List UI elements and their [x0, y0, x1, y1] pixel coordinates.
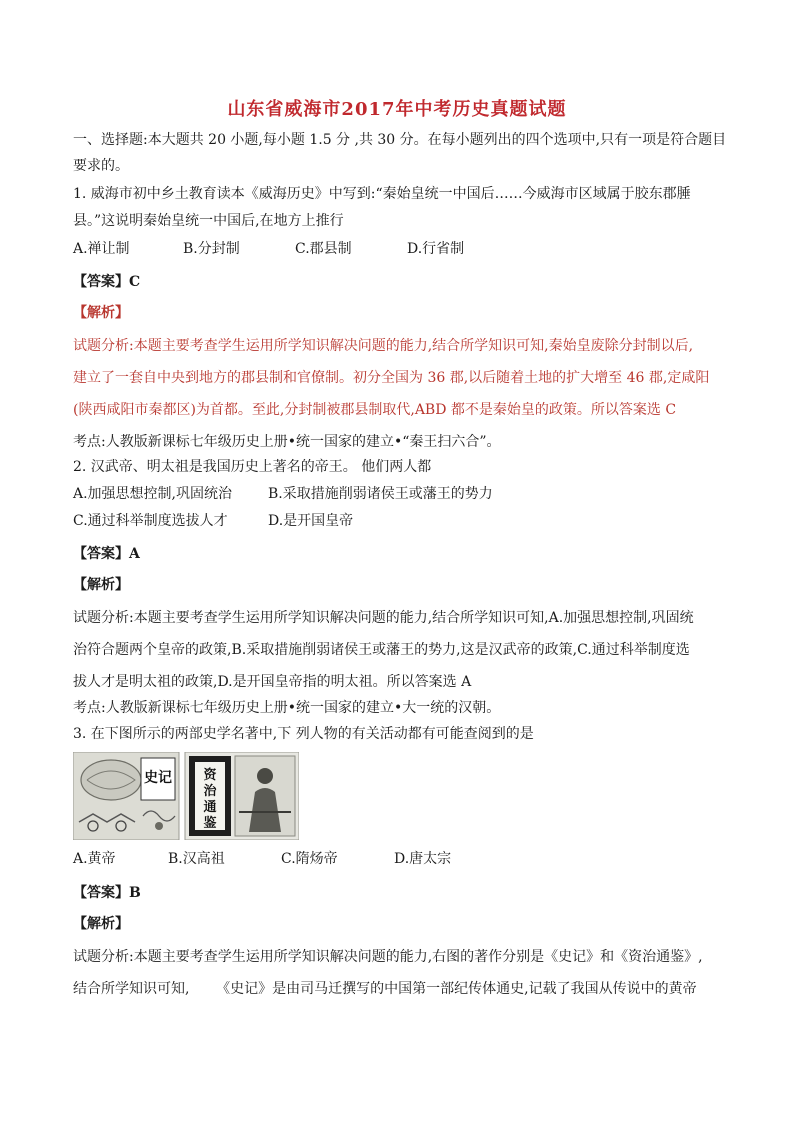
q2-analysis-label: 【解析】 [73, 577, 129, 593]
q2-analysis-line2: 治符合题两个皇帝的政策,B.采取措施削弱诸侯王或藩王的势力,这是汉武帝的政策,C.通过科举制度选 [73, 642, 690, 658]
q3-option-c: C.隋炀帝 [281, 851, 338, 867]
q2-analysis-line1: 试题分析:本题主要考查学生运用所学知识解决问题的能力,结合所学知识可知,A.加强思想控制,巩固统 [73, 610, 694, 626]
history-books-image [73, 752, 299, 840]
q1-analysis-line1: 试题分析:本题主要考查学生运用所学知识解决问题的能力,结合所学知识可知,秦始皇废除分封制以后, [73, 338, 694, 354]
section-header-line2: 要求的。 [73, 158, 129, 174]
q3-figure-books [73, 752, 299, 840]
q2-option-a: A.加强思想控制,巩固统治 [73, 486, 233, 502]
q2-option-b: B.采取措施削弱诸侯王或藩王的势力 [268, 486, 493, 502]
zizhi-char-1: 资 [203, 768, 217, 783]
q2-analysis-line3: 拔人才是明太祖的政策,D.是开国皇帝指的明太祖。所以答案选 A [73, 674, 472, 690]
q3-analysis-label: 【解析】 [73, 916, 129, 932]
q3-stem: 3. 在下图所示的两部史学名著中,下 列人物的有关活动都有可能查阅到的是 [73, 726, 534, 742]
q2-stem: 2. 汉武帝、明太祖是我国历史上著名的帝王。 他们两人都 [73, 459, 432, 475]
q1-kaodian: 考点:人教版新课标七年级历史上册•统一国家的建立•“秦王扫六合”。 [73, 434, 501, 450]
q1-option-d: D.行省制 [407, 241, 465, 257]
q3-option-b: B.汉高祖 [168, 851, 225, 867]
scroll-map-illustration [81, 760, 141, 800]
q1-option-a: A.禅让制 [73, 241, 130, 257]
q2-answer: 【答案】A [73, 546, 140, 562]
q2-kaodian: 考点:人教版新课标七年级历史上册•统一国家的建立•大一统的汉朝。 [73, 700, 501, 716]
q1-analysis-label: 【解析】 [73, 305, 129, 321]
q1-answer: 【答案】C [73, 274, 141, 290]
q3-option-d: D.唐太宗 [394, 851, 452, 867]
q3-analysis-line1: 试题分析:本题主要考查学生运用所学知识解决问题的能力,右图的著作分别是《史记》和《资治通鉴》, [73, 949, 703, 965]
zizhi-char-4: 鉴 [203, 816, 217, 831]
q3-analysis-line2: 结合所学知识可知, 《史记》是由司马迁撰写的中国第一部纪传体通史,记载了我国从传说中的黄帝 [73, 981, 697, 997]
q1-analysis-line2: 建立了一套自中央到地方的郡县制和官僚制。初分全国为 36 郡,以后随着土地的扩大增至 46 郡,定咸阳 [73, 370, 710, 386]
section-header-line1: 一、选择题:本大题共 20 小题,每小题 1.5 分 ,共 30 分。在每小题列出的四个选项中,只有一项是符合题目 [73, 132, 727, 148]
q3-option-a: A.黄帝 [73, 851, 116, 867]
q2-option-d: D.是开国皇帝 [268, 513, 354, 529]
page-title: 山东省威海市2017年中考历史真题试题 [227, 99, 567, 120]
q1-stem-line2: 县。”这说明秦始皇统一中国后,在地方上推行 [73, 213, 344, 229]
shiji-title: 史记 [144, 770, 172, 786]
q1-option-c: C.郡县制 [295, 241, 352, 257]
q1-stem-line1: 1. 威海市初中乡土教育读本《威海历史》中写到:“秦始皇统一中国后……今威海市区域属于胶东郡腄 [73, 186, 691, 202]
q1-analysis-line3: (陕西咸阳市秦都区)为首都。至此,分封制被郡县制取代,ABD 都不是秦始皇的政策。所以答案选 C [73, 402, 677, 418]
q2-option-c: C.通过科举制度选拔人才 [73, 513, 228, 529]
zizhi-char-3: 通 [203, 800, 217, 815]
zizhi-char-2: 治 [203, 784, 217, 799]
q1-option-b: B.分封制 [183, 241, 240, 257]
q3-answer: 【答案】B [73, 885, 141, 901]
